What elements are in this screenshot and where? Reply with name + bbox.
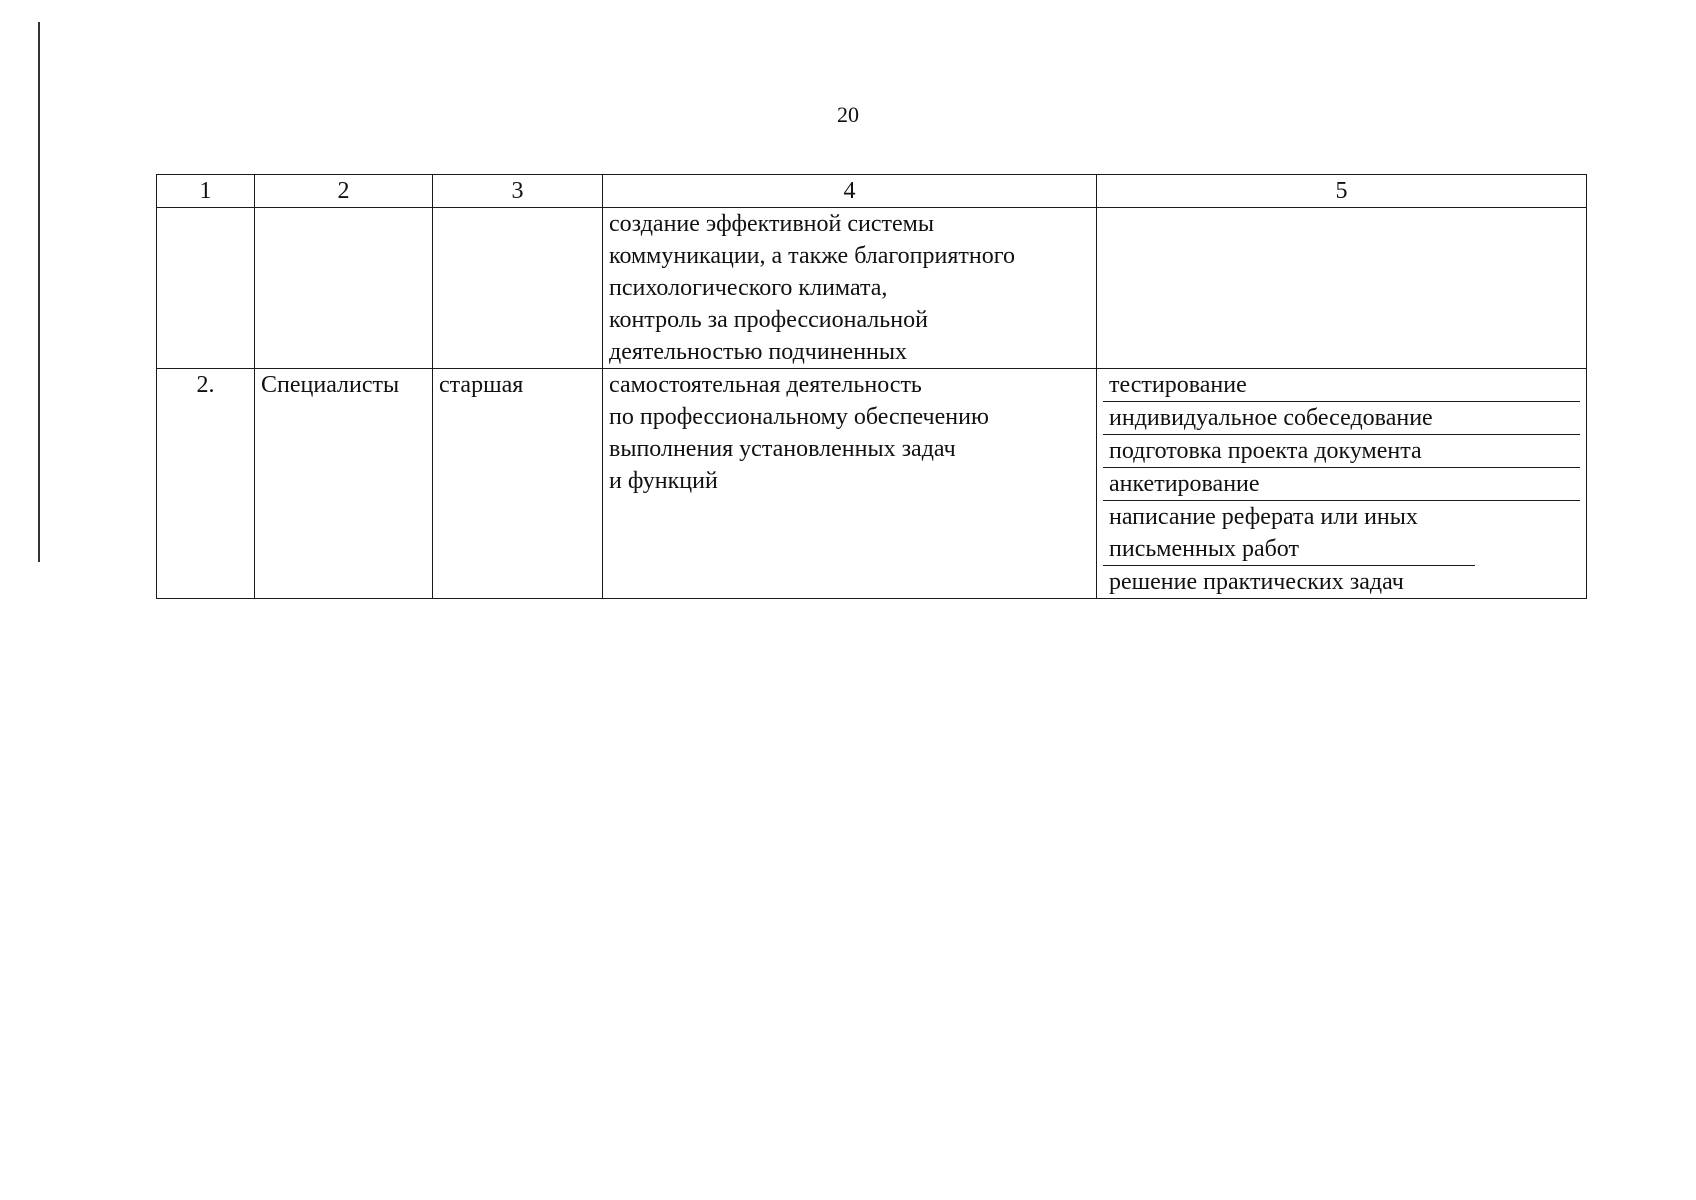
column-header-4: 4 — [603, 175, 1097, 208]
row-group: старшая — [433, 369, 603, 599]
description-line: создание эффективной системы — [609, 211, 934, 237]
description-line: выполнения установленных задач — [609, 436, 956, 462]
method-item: тестирование — [1103, 369, 1580, 402]
row-category: Специалисты — [255, 369, 433, 599]
method-item: анкетирование — [1103, 468, 1580, 501]
continued-cell-description — [603, 208, 1097, 369]
description-line: самостоятельная деятельность — [609, 372, 922, 398]
continued-cell-group — [433, 208, 603, 369]
page-number: 20 — [837, 102, 859, 127]
method-item: индивидуальное собеседование — [1103, 402, 1580, 435]
description-line: по профессиональному обеспечению — [609, 404, 989, 430]
method-item: подготовка проекта документа — [1103, 435, 1580, 468]
column-header-2: 2 — [255, 175, 433, 208]
method-item: решение практических задач — [1109, 569, 1404, 595]
description-line: и функций — [609, 468, 718, 494]
row-number: 2. — [157, 369, 255, 599]
column-header-3: 3 — [433, 175, 603, 208]
table-row-continued — [157, 208, 1587, 369]
continued-cell-category — [255, 208, 433, 369]
column-header-1: 1 — [157, 175, 255, 208]
description-line: психологического климата, — [609, 275, 888, 301]
continued-cell-methods — [1097, 208, 1587, 369]
methods-list — [1103, 369, 1580, 598]
continued-cell-number — [157, 208, 255, 369]
description-line: коммуникации, а также благоприятного — [609, 243, 1015, 269]
column-header-5: 5 — [1097, 175, 1587, 208]
table-header-row — [157, 175, 1587, 208]
method-item: написание реферата или иных письменных работ — [1103, 501, 1475, 566]
description-line: деятельностью подчиненных — [609, 339, 908, 365]
row-methods — [1097, 369, 1587, 599]
row-description — [603, 369, 1097, 599]
qualification-table — [156, 174, 1587, 599]
table-row-2 — [157, 369, 1587, 599]
description-line: контроль за профессиональной — [609, 307, 928, 333]
